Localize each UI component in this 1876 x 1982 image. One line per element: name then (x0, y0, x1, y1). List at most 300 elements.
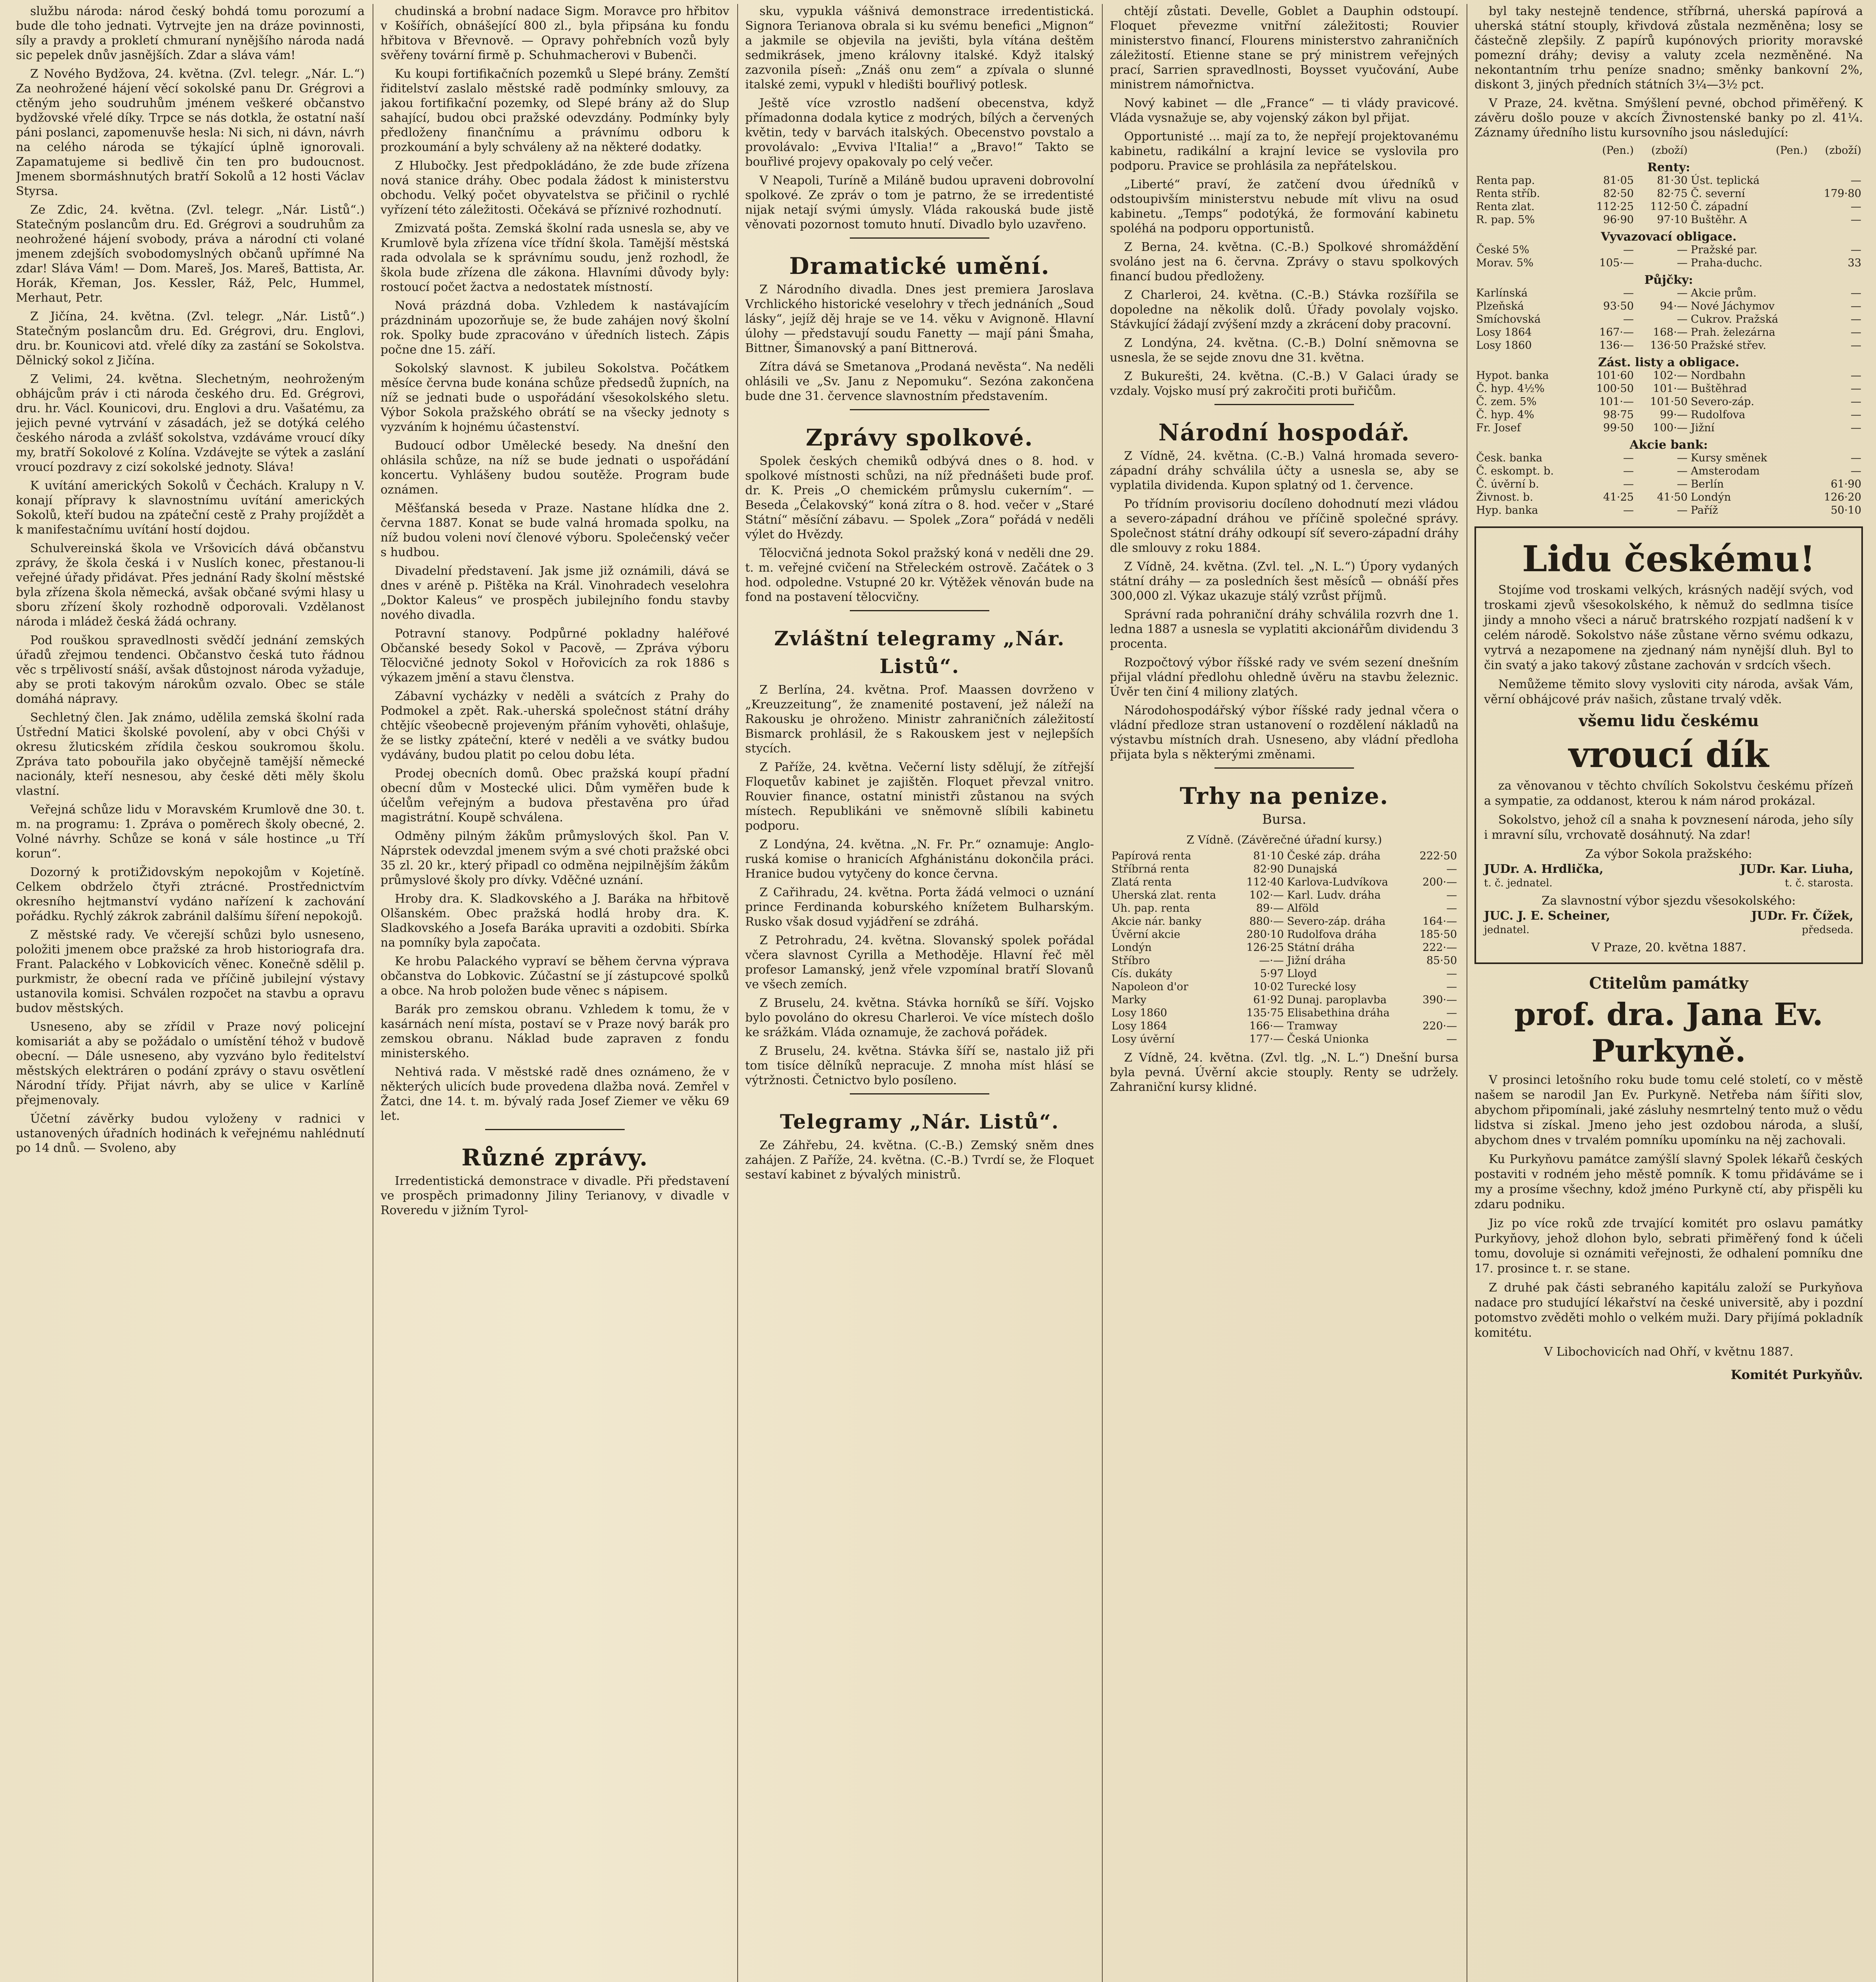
bursa-value: —·— (1259, 955, 1284, 967)
column-4 (1110, 4, 1459, 1982)
article-text: Veřejná schůze lidu v Moravském Krumlově dne 30. t. m. na programu: 1. Zpráva o poměrech školy obecné, 2. Volné návrhy. Schůze se koná v sále hostince „u Tří korun“. (16, 803, 365, 861)
kurs-item: Nordbahn (1691, 369, 1746, 382)
article-text: Ze Záhřebu, 24. května. (C.-B.) Zemský sněm dnes zahájen. Z Paříže, 24. května. (C.-B.) Tvrdí se, že Floquet sestaví kabinet z bývalých ministrů. (745, 1138, 1094, 1182)
article-text: chtějí zůstati. Develle, Goblet a Dauphin odstoupí. Floquet převezme vnitřní záležitosti; Rouvier ministerstvo financí, Flourens ministerstvo zahraničních záležitostí. Etienne stane se prý ministrem veřejných prací, Sarrien spravedlnosti, Boysset vyučování, Aube ministrem námořnictva. (1110, 4, 1459, 92)
kurs-value: 100·50 (1596, 383, 1634, 395)
kurs-item: Berlín (1691, 478, 1724, 490)
kurs-value: — (1851, 214, 1861, 226)
kurs-value: — (1623, 452, 1634, 464)
bursa-value: — (1446, 968, 1457, 980)
bursa-item: Napoleon d'or (1111, 981, 1188, 993)
bursa-item: Dunajská (1287, 863, 1338, 875)
kurs-category: Zást. listy a obligace. (1598, 356, 1740, 369)
signature: JUDr. Kar. Liuha, (1740, 862, 1853, 876)
ad-text: Sokolstvo, jehož cíl a snaha k povznesení národa, jeho síly i mravní sílu, vrchovatě dosáhnutý. Na zdar! (1484, 813, 1853, 842)
article-text: Tělocvičná jednota Sokol pražský koná v neděli dne 29. t. m. veřejné cvičení na Střeleckém ostrově. Začátek o 3 hod. odpoledne. Vstupné 20 kr. Výtěžek věnován bude na fond na postavení tělocvičny. (745, 546, 1094, 604)
article-text: Divadelní představení. Jak jsme již oznámili, dává se dnes v aréně p. Pištěka na Král. Vinohradech veselohra „Doktor Kaleus“ ve prospěch jubilejního fondu stavby nového divadla. (381, 564, 729, 622)
section-rule (1214, 767, 1354, 769)
kurs-value: 50·10 (1830, 504, 1861, 517)
signature-role: t. č. jednatel. (1484, 877, 1553, 889)
section-heading: Zprávy spolkové. (805, 424, 1034, 451)
bursa-item: Rudolfova dráha (1287, 928, 1377, 941)
column-3 (745, 4, 1094, 1982)
kurs-item: Akcie prům. (1691, 287, 1757, 299)
ad-text: Za výbor Sokola pražského: (1585, 847, 1752, 861)
article-text: Sokolský slavnost. K jubileu Sokolstva. Počátkem měsíce června bude konána schůze předsedů župních, na níž se jednati bude o uspořádání všesokolského sletu. Výbor Sokola pražského obrátí se na všecky jednoty s vyzváním k hojnému účastenství. (381, 362, 729, 434)
article-text: Ke hrobu Palackého vypraví se během června výprava občanstva do Lobkovic. Zúčastní se jí zástupcové spolků a obce. Na hrob položen bude věnec s nápisem. (381, 955, 729, 998)
kurs-row (1474, 451, 1863, 465)
kurs-row (1474, 200, 1863, 213)
kurs-header-row (1474, 144, 1863, 157)
article-text: Z Cařihradu, 24. května. Porta žádá velmoci o uznání prince Ferdinanda koburského knížetem Bulharským. Rusko však dosud vyjádření se zdráhá. (745, 886, 1094, 929)
section-heading: Telegramy „Nár. Listů“. (780, 1110, 1059, 1133)
kurs-value: 81·30 (1657, 174, 1688, 187)
article-text: Z Bukurešti, 24. května. (C.-B.) V Galaci úrady se vzdaly. Vojsko musí prý zakročiti proti buřičům. (1110, 369, 1459, 398)
signature-row (1484, 862, 1853, 877)
signature-row (1484, 909, 1853, 924)
kurs-item: Buštěhr. A (1691, 214, 1747, 226)
article-text: Z Nového Bydžova, 24. května. (Zvl. telegr. „Nár. L.“) Za neohrožené hájení věcí sokolské panu Dr. Grégrovi a ctěným jeho soudruhům jménem veškeré občanstvo bydžovské vřelé díky. Trpce se nás dotkla, že ostatní naší páni poslanci, zapomenuvše hesla: Ni sich, ni dávn, návrh na celého národa se týkající úplně ignorovali. Zapamatujeme si bedlivě čin ten pro budoucnost. Jmenem sbormáshnutých bratří Sokolů a 12 hosti Václav Styrsa. (16, 67, 365, 198)
article-text: Nehtivá rada. V městské radě dnes oznámeno, že v některých ulicích bude provedena dlažba nová. Zemřel v Žatci, dne 14. t. m. bývalý rada Josef Ziemer ve věku 69 let. (381, 1065, 729, 1123)
kurs-value: 81·05 (1603, 174, 1634, 187)
kurs-value: 179·80 (1824, 187, 1861, 200)
prague-kurs-table (1474, 144, 1863, 517)
bursa-value: 200·— (1422, 876, 1457, 888)
bursa-row (1110, 915, 1459, 928)
kurs-value: 97·10 (1657, 214, 1688, 226)
bursa-table (1110, 849, 1459, 1046)
kurs-category-row (1474, 434, 1863, 451)
bursa-value: 220·— (1422, 1020, 1457, 1032)
ad-subtitle: Ctitelům památky (1589, 974, 1748, 993)
bursa-item: Londýn (1111, 941, 1152, 954)
article-text: Barák pro zemskou obranu. Vzhledem k tomu, že v kasárnách není místa, postaví se v Praze nový barák pro zemskou obranu. Náklad bude zapraven z fondu ministerského. (381, 1002, 729, 1060)
bursa-value: 126·25 (1246, 941, 1284, 954)
kurs-category-row (1474, 352, 1863, 369)
kurs-row (1474, 395, 1863, 408)
column-divider (1102, 4, 1103, 1982)
bursa-item: Uh. pap. renta (1111, 902, 1190, 914)
kurs-value: 33 (1847, 257, 1861, 269)
kurs-value: — (1677, 504, 1688, 517)
kurs-header: (Pen.) (1602, 144, 1634, 157)
kurs-item: Č. severní (1691, 187, 1745, 200)
kurs-value: — (1851, 174, 1861, 187)
kurs-value: — (1851, 396, 1861, 408)
kurs-category-row (1474, 226, 1863, 243)
bursa-item: Papírová renta (1111, 850, 1191, 862)
kurs-row (1474, 339, 1863, 352)
kurs-value: 136·— (1599, 339, 1634, 352)
kurs-item: Nové Jáchymov (1691, 300, 1775, 312)
article-text: Z Bruselu, 24. května. Stávka šíří se, nastalo již při tom tisíce dělníků nepracuje. Z mnoha míst hlásí se výtržnosti. Četnictvo bylo posíleno. (745, 1044, 1094, 1087)
article-text: Opportunisté ... mají za to, že nepřejí projektovanému kabinetu, radikální a krajní levice se vyslovila pro podporu. Pravice se prohlásila za nepřátelskou. (1110, 130, 1459, 173)
article-text: K uvítání amerických Sokolů v Čechách. Kralupy n V. konají přípravy k slavnostnímu uvítání amerických Sokolů, kteří budou na zpáteční cestě z Prahy projíždět a k manifestačnímu uvítání hostí dojdou. (16, 479, 365, 537)
bursa-value: — (1446, 981, 1457, 993)
section-rule (485, 1129, 625, 1130)
ad-text: Ku Purkyňovu památce zamýšlí slavný Spolek lékařů českých postaviti v rodném jeho městě pomník. K tomu přidáváme se i my a prosíme všechny, kdož jméno Purkyně ctí, aby přispěli ku zdaru podniku. (1474, 1152, 1863, 1211)
column-divider (737, 4, 738, 1982)
kurs-header-blank (1474, 144, 1582, 157)
article-text: byl taky nestejně tendence, stříbrná, uherská papírová a uherská státní stouply, křivdová zůstala nezměněna; losy se částečně zlepšily. Z papírů kupónových priority moravské pomezní dráhy; devisy a valuty zcela nezměněné. Na nekontantním trhu peníze snadno; směnky bankovní 2%, diskont 3, jiných předních státních 3¼—3½ pct. (1474, 4, 1863, 92)
kurs-item: Pražské střev. (1691, 339, 1767, 352)
kurs-value: — (1677, 287, 1688, 299)
ad-text: Jiz po více roků zde trvající komitét pro oslavu památky Purkyňovy, jehož dlohon bylo, sebrati přiměřený fond k účeli tomu, dovoluje si oznámiti veřejnosti, že odhalení pomníku dne 17. prosince t. r. se stane. (1474, 1217, 1863, 1276)
article-text: Dozorný k protiŽidovským nepokojům v Kojetíně. Celkem obdrželo čtyři ztrácné. Prostřednictvím okresního hejtmanství vydáno nařízení k zachování pořádku. Rychlý zákrok zabránil dalšímu šíření nepokojů. (16, 865, 365, 923)
kurs-value: — (1851, 339, 1861, 352)
article-text: Sechletný člen. Jak známo, udělila zemská školní rada Ústřední Matici školské povolení, aby v obci Chýši v okresu žluticském zřídila českou soukromou školu. Zpráva tato pobouřila jako obyčejně tamější německé nacionály, kteří nesnesou, aby české děti měly školu vlastní. (16, 711, 365, 798)
article-text: Zábavní vycházky v neděli a svátcích z Prahy do Podmokel a zpět. Rak.-uherská společnost státní dráhy chtějíc všeobecně projeveným přáním vyhověti, ohlašuje, že se listky zpáteční, které v neděli a ve svátky budou vydávány, budou platit po celou dobu léta. (381, 689, 729, 762)
bursa-value: 135·75 (1246, 1007, 1284, 1019)
bursa-value: 61·92 (1253, 994, 1284, 1006)
kurs-value: — (1851, 201, 1861, 213)
bursa-item: Losy 1864 (1111, 1020, 1167, 1032)
kurs-value: 126·20 (1824, 491, 1861, 503)
kurs-value: — (1623, 478, 1634, 490)
kurs-item: Hypot. banka (1476, 369, 1549, 382)
kurs-row (1474, 491, 1863, 504)
ad-text: V prosinci letošního roku bude tomu celé století, co v městě našem se narodil Jan Ev. Purkyně. Netřeba nám šířiti slov, abychom připomínali, jaké zásluhy nesmrtelný tento muž o vědu lidstva si získal. Jmeno jeho jest ozdobou národa, a sluší, abychom dnes v trvalém pomníku upomínku na něj zachovali. (1474, 1073, 1863, 1147)
bursa-row (1110, 889, 1459, 902)
bursa-value: 102·— (1249, 889, 1284, 901)
kurs-item: Plzeňská (1476, 300, 1524, 312)
article-text: Pod rouškou spravedlnosti svědčí jednání zemských úřadů zřejmou tendenci. Občanstvo česká tuto řádnou věc s trpělivostí snáší, avšak důstojnost národa vyžaduje, aby se proti takovým nárokům ozvalo. Obec se stále domáhá nápravy. (16, 633, 365, 706)
kurs-row (1474, 213, 1863, 226)
section-heading: Dramatické umění. (789, 253, 1050, 279)
signature-roles (1484, 924, 1853, 936)
kurs-item: Č. hyp. 4% (1476, 409, 1534, 421)
article-text: V Praze, 24. května. Smýšlení pevné, obchod přiměřený. K závěru došlo pouze v akcích Živnostenské banky po zl. 41¼. Záznamy úředního listu kursovního jsou následující: (1474, 96, 1863, 140)
bursa-value: 85·50 (1426, 955, 1457, 967)
kurs-item: Prah. železárna (1691, 326, 1775, 339)
kurs-item: Č. hyp. 4½% (1476, 383, 1545, 395)
bursa-item: Tramway (1287, 1020, 1338, 1032)
bursa-value: 880·— (1249, 915, 1284, 928)
kurs-row (1474, 478, 1863, 491)
ad-text: Za slavnostní výbor sjezdu všesokolského: (1541, 894, 1796, 908)
bursa-value: 112·40 (1246, 876, 1284, 888)
article-text: Správní rada pohraniční dráhy schválila rozvrh dne 1. ledna 1887 a usnesla se vyplatiti akcionářům dividendu 3 procenta. (1110, 608, 1459, 651)
bursa-row (1110, 876, 1459, 889)
ad-subtitle: všemu lidu českému (1578, 712, 1759, 730)
kurs-item: Jižní (1691, 422, 1715, 434)
kurs-value: 101·50 (1650, 396, 1688, 408)
kurs-value: — (1677, 313, 1688, 325)
ad-purkyne (1474, 974, 1863, 1382)
kurs-value: — (1851, 244, 1861, 256)
article-text: Měšťanská beseda v Praze. Nastane hlídka dne 2. června 1887. Konat se bude valná hromada spolku, na níž budou voleni noví členové výboru. Společenský večer s hudbou. (381, 501, 729, 559)
ad-title: Lidu českému! (1522, 538, 1815, 580)
bursa-value: — (1446, 863, 1457, 875)
bursa-row (1110, 1033, 1459, 1046)
column-1 (16, 4, 365, 1982)
article-text: sku, vypukla vášnivá demonstrace irredentistická. Signora Terianova obrala si ku svému benefici „Mignon“ a jakmile se objevila na jevišti, byla vítána deštěm sedmikrásek, jmeno královny italské. Když italský zazvonila píseň: „Znáš onu zem“ a zpívala o slunné italské zemi, vypukl v hledišti bouřlivý potlesk. (745, 4, 1094, 92)
article-text: Odměny pilným žákům průmyslových škol. Pan V. Náprstek odevzdal jmenem svým a své choti pražské obci 35 zl. 20 kr., který připadl co odměna nejpilnějším žákům průmyslové školy pro dívky. Vděčné uznání. (381, 829, 729, 887)
ad-text: Nemůžeme těmito slovy vysloviti city národa, avšak Vám, věrní obhájcové práv našich, zůstane trvalý vděk. (1484, 677, 1853, 706)
article-text: Z Charleroi, 24. května. (C.-B.) Stávka rozšířila se dopoledne na několik dolů. Úřady povolaly vojsko. Stávkující žádají zvýšení mzdy a zkrácení doby pracovní. (1110, 288, 1459, 331)
kurs-value: 98·75 (1603, 409, 1634, 421)
bursa-item: Turecké losy (1287, 981, 1356, 993)
kurs-value: — (1677, 452, 1688, 464)
section-heading: Národní hospodář. (1158, 419, 1410, 446)
signature-role: jednatel. (1484, 924, 1530, 936)
kurs-category-row (1474, 270, 1863, 287)
section-heading: Trhy na penize. (1180, 782, 1389, 809)
kurs-item: Renta zlat. (1476, 201, 1535, 213)
kurs-item: Buštěhrad (1691, 383, 1747, 395)
bursa-item: Stříbro (1111, 955, 1150, 967)
kurs-item: Praha-duchc. (1691, 257, 1763, 269)
article-text: Z Berna, 24. května. (C.-B.) Spolkové shromáždění svoláno jest na 6. června. Zprávy o stavu spolkových financí budou předloženy. (1110, 240, 1459, 283)
kurs-value: — (1677, 244, 1688, 256)
kurs-header: (zboží) (1651, 144, 1688, 157)
bursa-value: 222·— (1422, 941, 1457, 954)
kurs-value: — (1677, 465, 1688, 477)
kurs-value: — (1623, 244, 1634, 256)
kurs-value: 99·50 (1603, 422, 1634, 434)
bursa-item: Alföld (1287, 902, 1319, 914)
signature-role: t. č. starosta. (1785, 877, 1853, 889)
article-text: Z Vídně, 24. května. (Zvl. tel. „N. L.“) Úpory vydaných státní dráhy — za posledních šest měsíců — obnáší přes 300,000 zl. Výkaz ukazuje stálý vzrůst příjmů. (1110, 560, 1459, 603)
column-5 (1474, 4, 1863, 1982)
kurs-value: — (1851, 287, 1861, 299)
kurs-value: — (1677, 478, 1688, 490)
kurs-item: Amsterodam (1691, 465, 1760, 477)
bursa-value: — (1446, 1007, 1457, 1019)
article-text: Z Londýna, 24. května. (C.-B.) Dolní sněmovna se usnesla, že se sejde znovu dne 31. května. (1110, 336, 1459, 365)
bursa-value: 89·— (1256, 902, 1284, 914)
section-heading: Různé zprávy. (461, 1144, 648, 1171)
bursa-title: Z Vídně. (Závěrečné úřadní kursy.) (1186, 833, 1382, 846)
article-text: chudinská a brobní nadace Sigm. Moravce pro hřbitov v Košířích, obnášející 800 zl., byla připsána ku fondu hřbitova v Břevnově. — Opravy pohřebních vozů byly svěřeny tovární firmě p. Schuhmacherovi v Bubenči. (381, 4, 729, 62)
kurs-value: — (1623, 504, 1634, 517)
kurs-item: Londýn (1691, 491, 1731, 503)
ad-text: Stojíme vod troskami velkých, krásných nadějí svých, vod troskami zjevů všesokolského, k němuž do sedlmna tisíce jindy a mnoho všeci a náruč bratrského rozpjatí nadšení k v celém národě. Sokolstvo náše zůstane věrno svému odkazu, vytrvá a nezapomene na zjednaný nám nynější dluh. Byl to čin svatý a jako takový zůstane zachován v srdcích všech. (1484, 583, 1853, 672)
bursa-item: Losy 1860 (1111, 1007, 1167, 1019)
kurs-item: Rudolfova (1691, 409, 1746, 421)
article-text: Z Velimi, 24. května. Slechetným, neohroženým obhájcům práv i cti národa českého dru. Ed. Grégrovi, dru. hr. Václ. Kounicovi, dru. Englovi a dru. Vašatému, za jejich pevné vytrvání v zásadách, jež se dotýká celého českého národa a zvlášť sokolstva, vzdáváme vroucí díky my, bratří Sokolové z Kolína. Vzdávejte se výtek a zaslání vroucí pozdravy z cizí sokolské jednoty. Sláva! (16, 372, 365, 474)
kurs-row (1474, 369, 1863, 382)
article-text: Národohospodářský výbor říšské rady jednal včera o vládní předloze stran ustanovení o rozdělení nákladů na výstavbu místních drah. Usneseno, aby vládní předloha přijata byla s některými změnami. (1110, 704, 1459, 761)
bursa-row (1110, 902, 1459, 915)
kurs-value: — (1851, 369, 1861, 382)
kurs-item: R. pap. 5% (1476, 214, 1535, 226)
article-text: Nová prázdná doba. Vzhledem k nastávajícím prázdninám upozorňuje se, že bude zahájen nový školní rok. Spolky bude zpracováno v úředních listech. Zápis počne dne 15. září. (381, 299, 729, 357)
article-text: Zmizvatá pošta. Zemská školní rada usnesla se, aby ve Krumlově byla zřízena více třídní škola. Tamější městská rada odvolala se k správnímu soudu, jenž rozhodl, že škola bude zřízena dle zákona. Hlavními důvody byly: rostoucí počet žactva a nedostatek místností. (381, 222, 729, 294)
kurs-item: Cukrov. Pražská (1691, 313, 1778, 325)
article-text: Ze Zdic, 24. května. (Zvl. telegr. „Nár. Listů“.) Statečným poslancům dru. Ed. Grégrovi a soudruhům za neohrožené hájení svobody, práva a národní cti volané jmenem zdejších svobodomyslných občanů upřímné Na zdar! Sláva Vám! — Dom. Mareš, Jos. Mareš, Battista, Ar. Horák, Křeman, Jos. Kessler, Ráž, Pelc, Hummel, Merhaut, Petr. (16, 203, 365, 305)
article-text: Z Jičína, 24. května. (Zvl. telegr. „Nár. Listů“.) Statečným poslancům dru. Ed. Grégrovi, dru. Englovi, dru. br. Kounicovi atd. vřelé díky za zastání se Sokolstva. Dělnický sokol z Jičína. (16, 310, 365, 367)
kurs-item: Severo-záp. (1691, 396, 1754, 408)
section-rule (1214, 404, 1354, 405)
section-rule (850, 409, 989, 410)
article-text: Prodej obecních domů. Obec pražská koupí přadní obecní dům v Mostecké ulici. Dům vyměřen bude k účelům veřejným a budova přestavěna pro úřad magistrátní. Koupě schválena. (381, 767, 729, 825)
article-text: Nový kabinet — dle „France“ — ti vlády pravicové. Vláda vysnažuje se, aby vojenský zákon byl přijat. (1110, 96, 1459, 125)
kurs-value: 96·90 (1603, 214, 1634, 226)
kurs-item: Č. západní (1691, 201, 1748, 213)
article-text: Z Bruselu, 24. května. Stávka horníků se šíří. Vojsko bylo povoláno do okresu Charleroi. Ve více místech došlo ke srážkám. Vláda oznamuje, že zachová pořádek. (745, 996, 1094, 1039)
kurs-category: Akcie bank: (1629, 438, 1708, 452)
article-text: Hroby dra. K. Sladkovského a J. Baráka na hřbitově Olšanském. Obec pražská hodlá hroby dra. K. Sladkovského a Josefa Baráka upraviti a ozdobiti. Sbírka na pomníky byla započata. (381, 892, 729, 950)
kurs-value: 61·90 (1830, 478, 1861, 490)
section-heading: Zvláštní telegramy „Nár. Listů“. (774, 627, 1065, 678)
kurs-value: 93·50 (1603, 300, 1634, 312)
bursa-item: Dunaj. paroplavba (1287, 994, 1387, 1006)
section-subheading: Bursa. (1262, 811, 1306, 827)
bursa-item: Elisabethina dráha (1287, 1007, 1390, 1019)
kurs-value: 94·— (1660, 300, 1688, 312)
article-text: Z Vídně, 24. května. (C.-B.) Valná hromada severo-západní dráhy schválila účty a usnesla se, aby se vyplatila dividenda. Kupon splatný od 1. července. (1110, 449, 1459, 492)
bursa-value: 5·97 (1260, 968, 1284, 980)
kurs-item: České 5% (1476, 244, 1530, 256)
ad-text: za věnovanou v těchto chvílích Sokolstvu českému přízeň a sympatie, za oddanost, kterou k nám národ prokázal. (1484, 779, 1853, 808)
kurs-value: — (1623, 465, 1634, 477)
ad-lidu-ceskemu (1474, 526, 1863, 964)
bursa-value: 185·50 (1419, 928, 1457, 941)
article-text: Ještě více vzrostlo nadšení obecenstva, když přímadonna dodala kytice z modrých, bílých a červených květin, tedy v barvách italských. Obecenstvo povstalo a provolávalo: „Evviva l'Italia!“ a „Bravo!“ Takto se bouřlivé projevy opakovaly po celý večer. (745, 96, 1094, 169)
bursa-value: 177·— (1249, 1033, 1284, 1045)
kurs-value: — (1851, 300, 1861, 312)
kurs-item: Losy 1864 (1476, 326, 1532, 339)
bursa-item: Úvěrní akcie (1111, 928, 1180, 941)
article-text: službu národa: národ český bohdá tomu porozumí a bude dle toho jednati. Vytrvejte jen na dráze povinnosti, síly a pravdy a prokletí chmuraní nynějšího národa nadá sic pepelek dnův jasnějších. Zdar a sláva vám! (16, 4, 365, 62)
kurs-row (1474, 382, 1863, 395)
bursa-row (1110, 954, 1459, 967)
kurs-row (1474, 421, 1863, 434)
signature: Komitét Purkyňův. (1731, 1367, 1863, 1382)
kurs-category-row (1474, 157, 1863, 174)
kurs-category: Půjčky: (1644, 273, 1693, 287)
article-text: Irredentistická demonstrace v divadle. Při představení ve prospěch primadonny Jiliny Terianovy, v divadle v Roveredu v jižním Tyrol- (381, 1174, 729, 1217)
kurs-value: — (1851, 383, 1861, 395)
kurs-value: — (1851, 422, 1861, 434)
article-text: Budoucí odbor Umělecké besedy. Na dnešní den ohlásila schůze, na níž se bude jednati o uspořádání koncertu. Vyhlášeny budou soutěže. Program bude oznámen. (381, 439, 729, 497)
kurs-value: 100·— (1653, 422, 1688, 434)
kurs-item: Morav. 5% (1476, 257, 1534, 269)
kurs-value: 101·60 (1596, 369, 1634, 382)
signature: JUC. J. E. Scheiner, (1484, 909, 1610, 923)
bursa-item: Zlatá renta (1111, 876, 1172, 888)
bursa-value: 166·— (1249, 1020, 1284, 1032)
kurs-row (1474, 326, 1863, 339)
bursa-item: Cís. dukáty (1111, 968, 1172, 980)
bursa-value: 164·— (1422, 915, 1457, 928)
bursa-value: 390·— (1422, 994, 1457, 1006)
article-text: Po třídním provisoriu docíleno dohodnutí mezi vládou a severo-západní dráhou ve příčině společné správy. Společnost státní dráhy odkoupí síť severo-západní dráhy dle smlouvy z roku 1884. (1110, 497, 1459, 555)
kurs-item: Č. úvěrní b. (1476, 478, 1539, 490)
kurs-item: Smíchovská (1476, 313, 1541, 325)
kurs-value: 136·50 (1650, 339, 1688, 352)
kurs-header: (zboží) (1825, 144, 1861, 157)
ad-date: V Praze, 20. května 1887. (1591, 941, 1746, 955)
article-text: Z Petrohradu, 24. května. Slovanský spolek pořádal včera slavnost Cyrilla a Methoděje. Hlavní řeč měl profesor Lamanský, jenž vřele vzpomínal bratří Slovanů ve všech zemích. (745, 934, 1094, 991)
kurs-item: Karlínská (1476, 287, 1528, 299)
bursa-item: Marky (1111, 994, 1147, 1006)
signature: JUDr. A. Hrdlička, (1484, 862, 1604, 876)
bursa-item: Lloyd (1287, 968, 1317, 980)
bursa-item: Severo-záp. dráha (1287, 915, 1386, 928)
article-text: Spolek českých chemiků odbývá dnes o 8. hod. v spolkové místnosti schůzi, na níž přednášeti bude prof. dr. K. Preis „O chemickém průmyslu cukerním“. — Beseda „Čelakovský“ koná zítra o 8. hod. večer v „Staré Státní“ měsíční zábavu. — Spolek „Zora“ pořádá v neděli výlet do Hvězdy. (745, 454, 1094, 541)
bursa-row (1110, 928, 1459, 941)
kurs-value: 41·25 (1603, 491, 1634, 503)
kurs-row (1474, 243, 1863, 256)
article-text: Rozpočtový výbor říšské rady ve svém sezení dnešním přijal vládní předlohu ohledně úvěru na stavbu železnic. Úvěr ten činí 4 miliony zlatých. (1110, 656, 1459, 699)
section-rule (850, 610, 989, 611)
kurs-row (1474, 408, 1863, 421)
bursa-item: Karlova-Ludvíkova (1287, 876, 1388, 888)
article-text: Potravní stanovy. Podpůrné pokladny haléřové Občanské besedy Sokol v Pacově, — Zpráva výboru Tělocvičné jednoty Sokol v Hořovicích za rok 1886 s výkazem jmění a stavu členstva. (381, 627, 729, 685)
signature-roles (1484, 877, 1853, 890)
article-text: Schulvereinská škola ve Vršovicích dává občanstvu zprávy, že škola česká i v Nuslích konec, přestanou-li veřejné úřady přidávat. Přes jednání Rady školní městské byla zřízena škola německá, avšak občané svými hlasy u sboru zřízení školy rozhodně odporovali. Vzdělanost národa i mládež česká žádá ochrany. (16, 541, 365, 629)
bursa-value: — (1446, 889, 1457, 901)
article-text: Z Paříže, 24. května. Večerní listy sdělují, že zítřejší Floquetův kabinet je zajištěn. Floquet převzal vnitro. Rouvier finance, ostatní ministři zůstanou na svých místech. Republikáni ve sněmovně slíbili kabinetu podporu. (745, 760, 1094, 833)
bursa-item: Uherská zlat. renta (1111, 889, 1216, 901)
article-text: Ku koupi fortifikačních pozemků u Slepé brány. Zemští řiditelství zaslalo městské radě podmínky smlouvy, za jakou fortifikační pozemky, od Slepé brány až do Slup sahající, budou obci pražské odevzdány. Podmínky byly předloženy finančnímu a právnímu odboru k prozkoumání a byly schváleny až na některé dodatky. (381, 67, 729, 154)
kurs-row (1474, 187, 1863, 200)
bursa-item: Jižní dráha (1287, 955, 1346, 967)
kurs-item: Úst. teplická (1691, 174, 1760, 187)
kurs-item: Č. zem. 5% (1476, 396, 1537, 408)
article-text: Zítra dává se Smetanova „Prodaná nevěsta“. Na neděli ohlásili ve „Sv. Janu z Nepomuku“. Sezóna zakončena bude dne 31. července slavnostním představením. (745, 360, 1094, 403)
bursa-item: České záp. dráha (1287, 850, 1381, 862)
kurs-row (1474, 174, 1863, 187)
bursa-value: — (1446, 1033, 1457, 1045)
kurs-value: 101·— (1653, 383, 1688, 395)
bursa-row (1110, 941, 1459, 954)
kurs-value: 112·50 (1650, 201, 1688, 213)
kurs-value: 168·— (1653, 326, 1688, 339)
ad-title: prof. dra. Jana Ev. Purkyně. (1514, 997, 1823, 1069)
kurs-value: 82·50 (1603, 187, 1634, 200)
kurs-row (1474, 465, 1863, 478)
kurs-item: Renta stříb. (1476, 187, 1540, 200)
bursa-value: 10·02 (1253, 981, 1284, 993)
kurs-item: Paříž (1691, 504, 1718, 517)
bursa-value: 222·50 (1419, 850, 1457, 862)
kurs-value: 167·— (1599, 326, 1634, 339)
article-text: Z Londýna, 24. května. „N. Fr. Pr.“ oznamuje: Anglo-ruská komise o hranicích Afghánistánu dokončila práci. Hranice budou vytyčeny do konce června. (745, 838, 1094, 881)
kurs-value: 82·75 (1657, 187, 1688, 200)
kurs-item: Renta pap. (1476, 174, 1535, 187)
article-text: „Liberté“ praví, že zatčení dvou úředníků v odstoupivším ministerstvu nebude mít vlivu na osud kabinetu. „Temps“ podotýká, že formování kabinetu spoléhá na podporu opportunistů. (1110, 178, 1459, 235)
bursa-value: — (1446, 902, 1457, 914)
kurs-value: 112·25 (1596, 201, 1634, 213)
bursa-item: Státní dráha (1287, 941, 1355, 954)
kurs-value: — (1851, 409, 1861, 421)
kurs-row (1474, 504, 1863, 517)
kurs-row (1474, 256, 1863, 270)
kurs-value: 105·— (1599, 257, 1634, 269)
kurs-value: — (1677, 257, 1688, 269)
bursa-value: 280·10 (1246, 928, 1284, 941)
bursa-row (1110, 863, 1459, 876)
ad-date: V Libochovicích nad Ohří, v květnu 1887. (1544, 1345, 1794, 1359)
kurs-value: — (1623, 287, 1634, 299)
kurs-value: 41·50 (1657, 491, 1688, 503)
bursa-row (1110, 967, 1459, 980)
article-text: Účetní závěrky budou vyloženy v radnici v ustanovených úřadních hodinách k veřejnému nahlédnutí po 14 dnů. — Svoleno, aby (16, 1112, 365, 1155)
section-rule (850, 237, 989, 239)
kurs-item: Kursy směnek (1691, 452, 1767, 464)
column-2 (381, 4, 729, 1982)
article-text: Z Vídně, 24. května. (Zvl. tlg. „N. L.“) Dnešní bursa byla pevná. Úvěrní akcie stouply. Renty se udržely. Zahraniční kursy klidné. (1110, 1051, 1459, 1094)
kurs-item: Pražské par. (1691, 244, 1757, 256)
article-text: Usneseno, aby se zřídil v Praze nový policejní komisariát a aby se požádalo o umístění téhož v budově obecní. — Dále usneseno, aby vyzváno bylo ředitelství městských elektráren o podání zprávy o stavu osvětlení Národní třídy. Přijat návrh, aby se ulice v Karlíně přejmenovaly. (16, 1020, 365, 1107)
bursa-value: 82·90 (1253, 863, 1284, 875)
kurs-item: Česk. banka (1476, 452, 1543, 464)
bursa-row (1110, 993, 1459, 1006)
kurs-item: Fr. Josef (1476, 422, 1521, 434)
